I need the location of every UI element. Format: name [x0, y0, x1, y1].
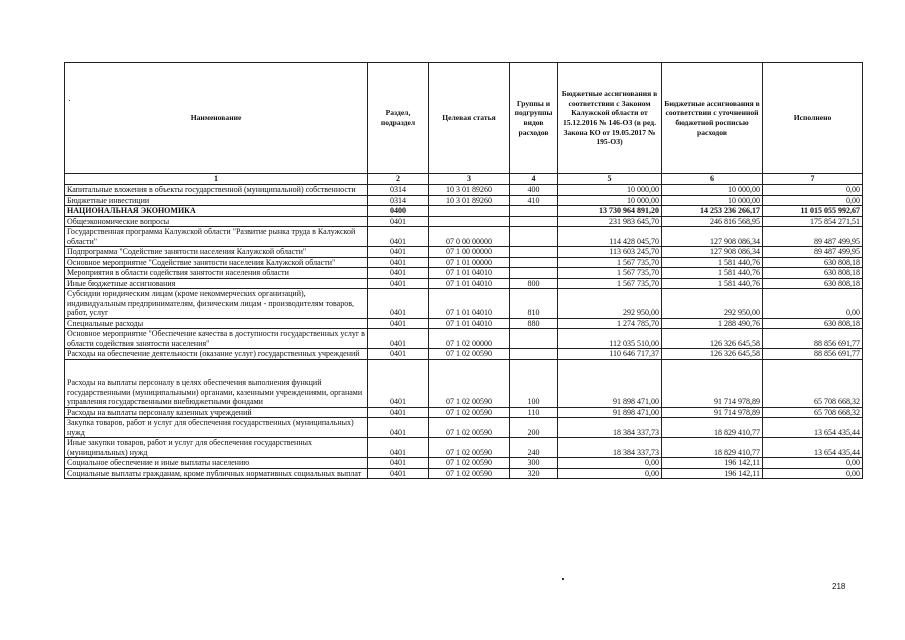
- cell-group: [510, 329, 558, 349]
- cell-name: НАЦИОНАЛЬНАЯ ЭКОНОМИКА: [65, 206, 368, 217]
- cell-article: 07 1 01 00000: [429, 257, 510, 268]
- table-row: [65, 195, 863, 206]
- cell-refined: 1 581 440,76: [662, 268, 763, 279]
- cell-refined: 126 326 645,58: [662, 329, 763, 349]
- cell-section: 0401: [368, 458, 429, 469]
- cell-executed: 175 854 271,51: [763, 216, 863, 227]
- cell-approved: 10 000,00: [558, 195, 662, 206]
- cell-group: 400: [510, 185, 558, 196]
- col-num: 5: [558, 174, 662, 185]
- cell-executed: 630 808,18: [763, 257, 863, 268]
- cell-group: [510, 247, 558, 258]
- cell-name: Иные закупки товаров, работ и услуг для обеспечения государственных (муниципальных) нужд: [65, 438, 368, 458]
- cell-section: 0401: [368, 468, 429, 479]
- cell-name: Социальное обеспечение и иные выплаты населению: [65, 458, 368, 469]
- cell-section: 0401: [368, 268, 429, 279]
- cell-article: 10 3 01 89260: [429, 185, 510, 196]
- cell-article: 07 1 01 04010: [429, 318, 510, 329]
- cell-article: 07 1 02 00590: [429, 438, 510, 458]
- cell-name: Закупка товаров, работ и услуг для обеспечения государственных (муниципальных) нужд: [65, 418, 368, 438]
- cell-article: [429, 216, 510, 227]
- cell-name: Субсидии юридическим лицам (кроме некоммерческих организаций), индивидуальным предпринимателям, физическим лицам - производителям товаров, работ, услуг: [65, 289, 368, 319]
- cell-section: 0401: [368, 329, 429, 349]
- cell-approved: 0,00: [558, 458, 662, 469]
- cell-section: 0401: [368, 278, 429, 289]
- cell-group: [510, 227, 558, 247]
- cell-group: 200: [510, 418, 558, 438]
- cell-group: 410: [510, 195, 558, 206]
- table-body: [65, 185, 863, 479]
- cell-name: Иные бюджетные ассигнования: [65, 278, 368, 289]
- cell-refined: 14 253 236 266,17: [662, 206, 763, 217]
- cell-executed: 630 808,18: [763, 318, 863, 329]
- cell-article: 07 1 02 00590: [429, 468, 510, 479]
- cell-refined: 91 714 978,89: [662, 359, 763, 407]
- table-row: [65, 458, 863, 469]
- cell-refined: 126 326 645,58: [662, 349, 763, 360]
- cell-executed: 0,00: [763, 289, 863, 319]
- cell-approved: 1 567 735,70: [558, 268, 662, 279]
- cell-name: Основное мероприятие "Содействие занятости населения Калужской области": [65, 257, 368, 268]
- cell-name: Подпрограмма "Содействие занятости населения Калужской области": [65, 247, 368, 258]
- cell-approved: 91 898 471,00: [558, 407, 662, 418]
- cell-refined: 91 714 978,89: [662, 407, 763, 418]
- cell-name: Государственная программа Калужской области "Развитие рынка труда в Калужской области": [65, 227, 368, 247]
- cell-name: Мероприятия в области содействия занятости населения области: [65, 268, 368, 279]
- table-row: [65, 247, 863, 258]
- cell-article: 07 1 01 04010: [429, 289, 510, 319]
- table-row: [65, 257, 863, 268]
- cell-article: 07 1 02 00590: [429, 458, 510, 469]
- header-row: [65, 63, 863, 174]
- cell-approved: 112 035 510,00: [558, 329, 662, 349]
- cell-approved: 110 646 717,37: [558, 349, 662, 360]
- table-row: [65, 418, 863, 438]
- cell-name: Расходы на выплаты персоналу в целях обеспечения выполнения функций государственными (муниципальными) органами, казенными учреждениями, органами управления государственными внебюджетными фондами: [65, 359, 368, 407]
- table-row: [65, 227, 863, 247]
- header-name: Наименование: [65, 63, 368, 174]
- cell-approved: 0,00: [558, 468, 662, 479]
- cell-executed: 65 708 668,32: [763, 407, 863, 418]
- cell-section: 0401: [368, 359, 429, 407]
- cell-approved: 18 384 337,73: [558, 418, 662, 438]
- header-approved: Бюджетные ассигнования в соответствии с Законом Калужской области от 15.12.2016 № 146-ОЗ (в ред. Закона КО от 19.05.2017 № 195-ОЗ): [558, 63, 662, 174]
- cell-section: 0401: [368, 216, 429, 227]
- col-num: 6: [662, 174, 763, 185]
- cell-section: 0401: [368, 407, 429, 418]
- cell-refined: 18 829 410,77: [662, 418, 763, 438]
- cell-group: [510, 349, 558, 360]
- cell-group: 800: [510, 278, 558, 289]
- table-row: [65, 407, 863, 418]
- cell-executed: 630 808,18: [763, 268, 863, 279]
- cell-group: 810: [510, 289, 558, 319]
- cell-refined: 196 142,11: [662, 468, 763, 479]
- cell-executed: 89 487 499,95: [763, 247, 863, 258]
- cell-group: 110: [510, 407, 558, 418]
- cell-section: 0401: [368, 349, 429, 360]
- cell-approved: 231 983 645,70: [558, 216, 662, 227]
- table-row: [65, 318, 863, 329]
- table-row: [65, 216, 863, 227]
- cell-executed: 630 808,18: [763, 278, 863, 289]
- cell-section: 0401: [368, 257, 429, 268]
- table-row: [65, 206, 863, 217]
- col-num: 1: [65, 174, 368, 185]
- header-executed: Исполнено: [763, 63, 863, 174]
- table-row: [65, 359, 863, 407]
- cell-group: 240: [510, 438, 558, 458]
- header-group: Группы и подгруппы видов расходов: [510, 63, 558, 174]
- cell-approved: 18 384 337,73: [558, 438, 662, 458]
- cell-name: Общеэкономические вопросы: [65, 216, 368, 227]
- cell-refined: 1 288 490,76: [662, 318, 763, 329]
- col-num: 3: [429, 174, 510, 185]
- cell-article: 07 1 02 00590: [429, 407, 510, 418]
- cell-approved: 1 274 785,70: [558, 318, 662, 329]
- cell-article: 07 1 02 00590: [429, 418, 510, 438]
- cell-executed: 13 654 435,44: [763, 418, 863, 438]
- cell-group: [510, 268, 558, 279]
- cell-executed: 0,00: [763, 468, 863, 479]
- cell-refined: 127 908 086,34: [662, 227, 763, 247]
- cell-refined: 10 000,00: [662, 185, 763, 196]
- cell-section: 0401: [368, 418, 429, 438]
- cell-section: 0314: [368, 195, 429, 206]
- col-num: 7: [763, 174, 863, 185]
- cell-group: [510, 257, 558, 268]
- cell-executed: 0,00: [763, 185, 863, 196]
- cell-approved: 292 950,00: [558, 289, 662, 319]
- col-num: 4: [510, 174, 558, 185]
- cell-article: [429, 206, 510, 217]
- cell-refined: 18 829 410,77: [662, 438, 763, 458]
- cell-group: 300: [510, 458, 558, 469]
- cell-article: 07 1 02 00590: [429, 349, 510, 360]
- cell-article: 07 1 01 04010: [429, 268, 510, 279]
- cell-refined: 196 142,11: [662, 458, 763, 469]
- table-row: [65, 438, 863, 458]
- cell-name: Социальные выплаты гражданам, кроме публичных нормативных социальных выплат: [65, 468, 368, 479]
- page-number: 218: [832, 582, 846, 591]
- cell-article: 07 1 00 00000: [429, 247, 510, 258]
- cell-approved: 114 428 045,70: [558, 227, 662, 247]
- cell-executed: 89 487 499,95: [763, 227, 863, 247]
- cell-article: 07 1 01 04010: [429, 278, 510, 289]
- cell-approved: 1 567 735,70: [558, 278, 662, 289]
- table-row: [65, 268, 863, 279]
- cell-approved: 13 730 964 891,20: [558, 206, 662, 217]
- table-row: [65, 278, 863, 289]
- cell-refined: 246 816 568,95: [662, 216, 763, 227]
- budget-table: [64, 62, 863, 479]
- cell-name: Расходы на обеспечение деятельности (оказание услуг) государственных учреждений: [65, 349, 368, 360]
- cell-refined: 292 950,00: [662, 289, 763, 319]
- cell-section: 0401: [368, 247, 429, 258]
- cell-approved: 10 000,00: [558, 185, 662, 196]
- table-row: [65, 329, 863, 349]
- cell-refined: 1 581 440,76: [662, 257, 763, 268]
- cell-name: Основное мероприятие "Обеспечение качества в доступности государственных услуг в области содействия занятости населения": [65, 329, 368, 349]
- header-article: Целевая статья: [429, 63, 510, 174]
- cell-executed: 0,00: [763, 458, 863, 469]
- cell-name: Капитальные вложения в объекты государственной (муниципальной) собственности: [65, 185, 368, 196]
- cell-executed: 88 856 691,77: [763, 349, 863, 360]
- cell-executed: 65 708 668,32: [763, 359, 863, 407]
- cell-name: Специальные расходы: [65, 318, 368, 329]
- budget-table-sheet: [64, 62, 862, 479]
- column-number-row: [65, 174, 863, 185]
- table-row: [65, 289, 863, 319]
- cell-article: 07 1 02 00590: [429, 359, 510, 407]
- cell-name: Бюджетные инвестиции: [65, 195, 368, 206]
- cell-article: 07 1 02 00000: [429, 329, 510, 349]
- cell-executed: 13 654 435,44: [763, 438, 863, 458]
- cell-refined: 1 581 440,76: [662, 278, 763, 289]
- scan-mark: [562, 578, 564, 580]
- table-row: [65, 349, 863, 360]
- cell-section: 0401: [368, 289, 429, 319]
- header-refined: Бюджетные ассигнования в соответствии с уточненной бюджетной росписью расходов: [662, 63, 763, 174]
- cell-section: 0401: [368, 227, 429, 247]
- cell-approved: 113 603 245,70: [558, 247, 662, 258]
- cell-article: 10 3 01 89260: [429, 195, 510, 206]
- scan-mark: [69, 100, 70, 101]
- col-num: 2: [368, 174, 429, 185]
- cell-section: 0401: [368, 318, 429, 329]
- table-row: [65, 185, 863, 196]
- cell-section: 0400: [368, 206, 429, 217]
- cell-group: 320: [510, 468, 558, 479]
- cell-approved: 91 898 471,00: [558, 359, 662, 407]
- table-row: [65, 468, 863, 479]
- cell-group: [510, 216, 558, 227]
- cell-refined: 127 908 086,34: [662, 247, 763, 258]
- cell-approved: 1 567 735,70: [558, 257, 662, 268]
- cell-refined: 10 000,00: [662, 195, 763, 206]
- cell-group: 880: [510, 318, 558, 329]
- cell-executed: 88 856 691,77: [763, 329, 863, 349]
- cell-executed: 0,00: [763, 195, 863, 206]
- cell-name: Расходы на выплаты персоналу казенных учреждений: [65, 407, 368, 418]
- cell-group: [510, 206, 558, 217]
- cell-section: 0401: [368, 438, 429, 458]
- cell-group: 100: [510, 359, 558, 407]
- cell-article: 07 0 00 00000: [429, 227, 510, 247]
- header-section: Раздел, подраздел: [368, 63, 429, 174]
- cell-executed: 11 015 055 992,67: [763, 206, 863, 217]
- cell-section: 0314: [368, 185, 429, 196]
